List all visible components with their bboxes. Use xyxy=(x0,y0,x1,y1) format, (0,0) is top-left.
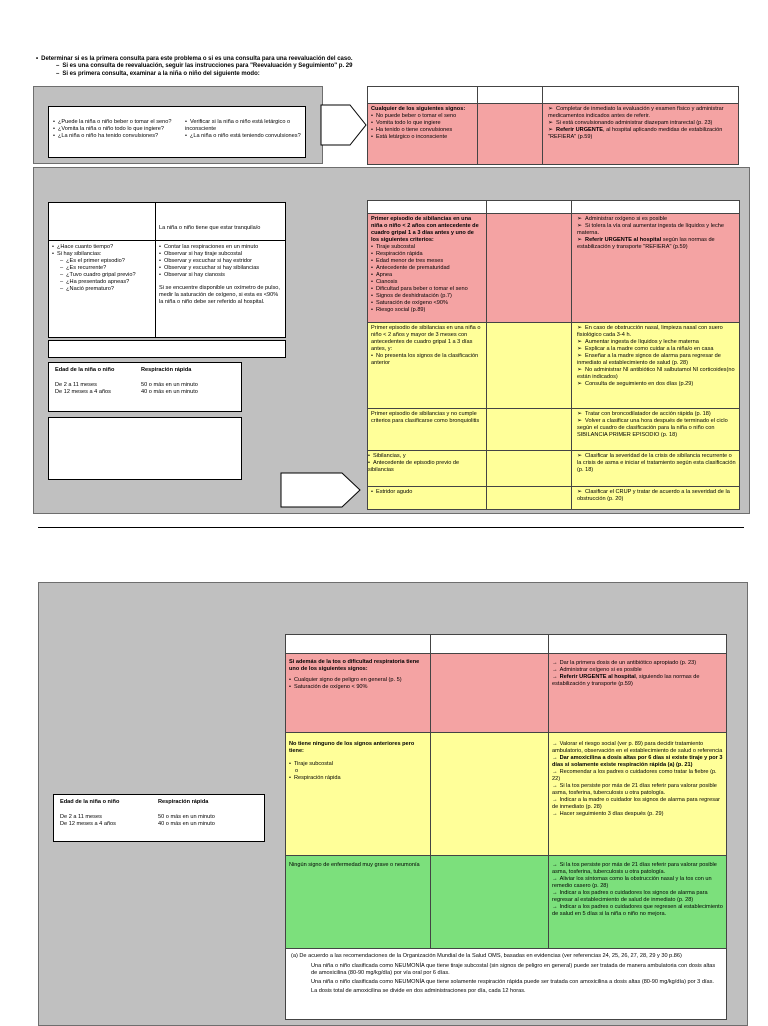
s3-rate-resp: 40 o más en un minuto xyxy=(158,821,215,827)
s3-rate-age: De 2 a 11 meses xyxy=(60,814,102,820)
s2-yellow1-treat-item: ➢ Enseñar a la madre signos de alarma para regresar de inmediato al establecimiento de salud (p. 28) xyxy=(577,353,736,367)
s2-yellow1-treat-item: ➢ No administrar NI antibiótico NI salbutamol NI corticoides(no están indicados) xyxy=(577,367,736,381)
s3-yellow-treat-item: → Valorar el riesgo social (ver p. 89) para decidir tratamiento ambulatorio, observación en el establecimiento de salud o referencia xyxy=(552,741,723,755)
s2-check-item: • Observar y escuchar si hay sibilancias xyxy=(159,265,282,272)
s3-green-treat-item: → Indicar a los padres o cuidadores que regresen al establecimiento de salud en 5 días si la niña o niño no mejora. xyxy=(552,904,723,918)
s3-yellow-sign-item: • Respiración rápida xyxy=(289,775,427,782)
s2-red-signs xyxy=(367,213,487,323)
intro-block xyxy=(36,56,736,78)
s3-yellow-treat-item: → Indicar a la madre o cuidador los signos de alarma para regresar de inmediato (p. 28) xyxy=(552,797,723,811)
s2-red-sign-item: • Tiraje subcostal xyxy=(371,244,483,251)
s2-stridor-item: • Estridor agudo xyxy=(371,489,483,496)
s2-red-sign-item: • Saturación de oxígeno <90% xyxy=(371,300,483,307)
s2-rate-row xyxy=(55,389,235,396)
intro-main: • Determinar si es la primera consulta para este problema o si es una consulta para una reevaluación del caso. xyxy=(36,56,736,63)
s2-questions xyxy=(52,244,152,293)
s3-yellow-class xyxy=(430,732,549,856)
s2-checks xyxy=(159,244,282,279)
page-divider xyxy=(38,527,744,528)
s2-check-item: • Observar y escuchar si hay estridor xyxy=(159,258,282,265)
s2-yellow3-treat: ➢ Clasificar la severidad de la crisis de sibilancia recurrente o la crisis de asma e iniciar el tratamiento según esta clasificación (p. 18) xyxy=(577,453,737,474)
s2-yellow2-treat-item: ➢ Tratar con broncodilatador de acción rápida (p. 18) xyxy=(577,411,737,418)
s2-oximeter-note: Si se encuentre disponible un oxímetro de pulso, medir la saturación de oxígeno, si esta es <90% la niña o niño debe ser referido al hospital. xyxy=(159,285,280,305)
s2-empty-bar xyxy=(48,340,286,358)
s2-check-item: • Observar si hay tiraje subcostal xyxy=(159,251,282,258)
s1-sign-item: • Ha tenido o tiene convulsiones xyxy=(371,127,474,134)
s2-yellow3-sign-item: • Sibilancias, y xyxy=(368,453,483,460)
s2-stridor-treat xyxy=(571,486,740,510)
s3-yellow-treat xyxy=(548,732,727,856)
s2-subquestion-item: – ¿Nació prematuro? xyxy=(52,286,152,293)
s3-yellow-sign-item: • Tiraje subcostal xyxy=(289,761,427,768)
s2-red-sign-item: • Cianosis xyxy=(371,279,483,286)
s3-rate-row xyxy=(60,814,258,821)
s1-red-treat xyxy=(542,103,739,165)
s2-rate-age: De 2 a 11 meses xyxy=(55,382,97,388)
s2-rate-header-age: Edad de la niña o niño xyxy=(55,367,115,373)
s3-footnote xyxy=(285,948,727,1020)
s3-yellow-sign-title: No tiene ninguno de los signos anteriores pero tiene: xyxy=(289,741,415,754)
s3-rate-table xyxy=(53,794,265,842)
intro-sub2: – Si es primera consulta, examinar a la niña o niño del siguiente modo: xyxy=(36,71,736,78)
s2-rate-age: De 12 meses a 4 años xyxy=(55,389,111,395)
s3-red-treat-item: → Administrar oxígeno si es posible xyxy=(552,667,723,674)
s2-empty-box xyxy=(48,417,242,480)
s3-footnote-item: Una niña o niño clasificada como NEUMONÍA que tiene tiraje subcostal (sin signos de peligro en general) puede ser tratada de manera ambulatoria con dosis altas de amoxicilina (80-90 mg/kg/día) por vía oral por 6 días. xyxy=(311,963,716,976)
s3-red-treat-item: → Dar la primera dosis de un antibiótico apropiado (p. 23) xyxy=(552,660,723,667)
s2-subquestion-item: – ¿Es recurrente? xyxy=(52,265,152,272)
s1-header-treat xyxy=(542,86,739,104)
s2-yellow-block xyxy=(367,322,487,487)
s2-red-sign-item: • Edad menor de tres meses xyxy=(371,258,483,265)
s2-red-treat-item: ➢ Administrar oxígeno si es posible xyxy=(577,216,736,223)
s1-header-class xyxy=(477,86,543,104)
s2-subquestion-item: – ¿Es el primer episodio? xyxy=(52,258,152,265)
s2-rate-resp: 40 o más en un minuto xyxy=(141,389,198,395)
s3-green-sign: Ningún signo de enfermedad muy grave o neumonía xyxy=(289,862,420,868)
s2-yellow3-sign-item: • Antecedente de episodio previo de sibilancias xyxy=(368,460,483,474)
s2-red-sign-intro: Primer episodio de sibilancias en una niña o niño < 2 años con antecedente de cuadro gripal 1 a 3 días antes y uno de los siguientes criterios: xyxy=(371,216,479,243)
s1-header-signs xyxy=(367,86,478,104)
s2-rate-header-resp: Respiración rápida xyxy=(141,367,192,373)
s2-red-class xyxy=(486,213,572,323)
s3-yellow-treat-item: → Dar amoxicilina a dosis altas por 6 días si existe tiraje y por 3 días si solamente existe respiración rápida (a) (p. 21) xyxy=(552,755,723,769)
s2-yellow1-sub: • No presenta los signos de la clasificación anterior xyxy=(371,353,483,367)
s2-red-sign-item: • Apnea xyxy=(371,272,483,279)
s2-red-treat-ref-bold: Referir URGENTE al hospital xyxy=(585,237,662,243)
s2-check-item: • Observar si hay cianosis xyxy=(159,272,282,279)
s1-red-signs xyxy=(367,103,478,165)
s3-yellow-treat-item: → Hacer seguimiento 3 días después (p. 29) xyxy=(552,811,723,818)
s3-rate-row xyxy=(60,821,258,828)
section1-questions xyxy=(53,119,181,140)
s2-subquestion-item: – ¿Ha presentado apneas? xyxy=(52,279,152,286)
s2-yellow-divider xyxy=(367,408,740,409)
s2-check-item: • Contar las respiraciones en un minuto xyxy=(159,244,282,251)
s2-stridor-treat-item: ➢ Clasificar el CRUP y tratar de acuerdo a la severidad de la obstrucción (p. 20) xyxy=(577,489,736,503)
check-item: • ¿La niña o niño está teniendo convulsiones? xyxy=(185,133,303,140)
s3-header-signs xyxy=(285,634,431,654)
s1-sign-item: • No puede beber o tomar el seno xyxy=(371,113,474,120)
s1-sign-item: • Vomita todo lo que ingiere xyxy=(371,120,474,127)
s3-red-class xyxy=(430,653,549,733)
s3-yellow-signs xyxy=(285,732,431,856)
s2-yellow1-treat-item: ➢ Explicar a la madre como cuidar a la niña/o en casa xyxy=(577,346,736,353)
s3-green-treat-item: → Indicar a los padres o cuidadores los signos de alarma para regresar al establecimiento de salud de inmediato (p. 28) xyxy=(552,890,723,904)
s3-rate-resp: 50 o más en un minuto xyxy=(158,814,215,820)
s3-yellow-treat-item: → Si la tos persiste por más de 21 días referir para valorar posible asma, tosferina, tuberculosis u otra patología. xyxy=(552,783,723,797)
s2-header-treat xyxy=(571,200,740,214)
s2-calm-note: La niña o niño tiene que estar tranquila/o xyxy=(155,203,286,241)
s3-footnote-item: La dosis total de amoxicilina se divide en dos administraciones por día, cada 12 horas. xyxy=(311,988,526,994)
s2-question-item: • ¿Hace cuanto tiempo? xyxy=(52,244,152,251)
section2-question-box xyxy=(48,202,286,338)
s2-rate-resp: 50 o más en un minuto xyxy=(141,382,198,388)
s2-red-sign-item: • Signos de deshidratación (p.7) xyxy=(371,293,483,300)
s3-green-treat-item: → Aliviar los síntomas como la obstrucción nasal y la tos con un remedio casero (p. 28) xyxy=(552,876,723,890)
s3-red-signs xyxy=(285,653,431,733)
s3-green-signs xyxy=(285,855,431,949)
s2-yellow2-sign: Primer episodio de sibilancias y no cumple criterios para clasificarse como bronquiolitis xyxy=(371,411,480,424)
s3-header-class xyxy=(430,634,549,654)
check-item: • Verificar si la niña o niño está letárgico o inconsciente xyxy=(185,119,303,133)
s2-rate-row xyxy=(55,382,235,389)
s2-header-class xyxy=(486,200,572,214)
s3-green-treat xyxy=(548,855,727,949)
s2-yellow-class xyxy=(486,322,572,487)
s3-footnote-item: Una niña o niño clasificada como NEUMONÍA que tiene solamente respiración rápida puede ser tratada con amoxicilina a dosis altas (80-90 mg/kg/día) por 3 días. xyxy=(311,979,714,985)
s2-yellow1-sign: Primer episodio de sibilancias en una niña o niño < 2 años y mayor de 3 meses con antecedentes de cuadro gripal 1 a 3 días antes, y: xyxy=(371,325,481,352)
s3-red-treat-ref-rest: , siguiendo las normas de estabilización y transporte (p.59) xyxy=(552,674,700,687)
s3-red-treat-ref xyxy=(552,674,723,688)
s1-treat-item: ➢ Completar de inmediato la evaluación y examen físico y administrar medicamentos indicados antes de referir. xyxy=(548,106,735,120)
s2-yellow1-treat-item: ➢ Consulta de seguimiento en dos días (p.29) xyxy=(577,381,736,388)
s3-yellow-sign-or: o xyxy=(295,768,299,774)
s2-red-sign-item: • Dificultad para beber o tomar el seno xyxy=(371,286,483,293)
s2-red-sign-item: • Riesgo social (p.89) xyxy=(371,307,483,314)
intro-sub1: – Si es una consulta de reevaluación, seguir las instrucciones para "Reevaluación y Seguimiento" p. 29 xyxy=(36,63,736,70)
question-item: • ¿Vomita la niña o niño todo lo que ingiere? xyxy=(53,126,181,133)
s2-red-treat xyxy=(571,213,740,323)
s2-stridor-class xyxy=(486,486,572,510)
s2-yellow-divider xyxy=(367,450,740,451)
s2-yellow2-treat-item: ➢ Volver a clasificar una hora después de terminado el ciclo según el cuadro de clasificación para la niña o niño con SIBILANCIA PRIMER EPISODIO (p. 18) xyxy=(577,418,737,439)
s2-red-treat-ref xyxy=(577,237,736,251)
s3-yellow-treat-item: → Recomendar a los padres o cuidadores como tratar la fiebre (p. 22) xyxy=(552,769,723,783)
s2-red-sign-item: • Respiración rápida xyxy=(371,251,483,258)
s3-footnote-main: (a) De acuerdo a las recomendaciones de la Organización Mundial de la Salud OMS, basadas en evidencias (ver referencias 24, 25, 26, 27, 28, 29 y 30 p.86) xyxy=(291,953,682,959)
s2-red-treat-item: ➢ Si tolera la vía oral aumentar ingesta de líquidos y leche materna. xyxy=(577,223,736,237)
s2-red-sign-item: • Antecedente de prematuridad xyxy=(371,265,483,272)
s3-red-sign-item: • Saturación de oxígeno < 90% xyxy=(289,684,427,691)
question-item: • ¿La niña o niño ha tenido convulsiones? xyxy=(53,133,181,140)
s2-subquestion-item: – ¿Tuvo cuadro gripal previo? xyxy=(52,272,152,279)
s2-yellow1-treat-item: ➢ Aumentar ingesta de líquidos y leche materna xyxy=(577,339,736,346)
s1-red-class xyxy=(477,103,543,165)
s2-header-signs xyxy=(367,200,487,214)
s2-question-item: • Si hay sibilancias: xyxy=(52,251,152,258)
s3-red-sign-item: • Cualquier signo de peligro en general (p. 5) xyxy=(289,677,427,684)
question-item: • ¿Puede la niña o niño beber o tomar el seno? xyxy=(53,119,181,126)
s1-treat-item: ➢ Si está convulsionando administrar diazepam intrarectal (p. 23) xyxy=(548,120,735,127)
s3-rate-header-age: Edad de la niña o niño xyxy=(60,799,120,805)
section2-arrow xyxy=(280,472,362,508)
section1-checks xyxy=(185,119,303,140)
s1-treat-ref-bold: Referir URGENTE xyxy=(556,127,603,133)
s3-green-class xyxy=(430,855,549,949)
s1-treat-ref xyxy=(548,127,735,141)
s3-red-treat-ref-bold: Referir URGENTE al hospital xyxy=(559,674,636,680)
s2-yellow1-treat-item: ➢ En caso de obstrucción nasal, limpieza nasal con suero fisiológico cada 3-4 h. xyxy=(577,325,736,339)
section1-question-box xyxy=(48,106,306,158)
s3-green-treat-item: → Si la tos persiste por más de 21 días referir para valorar posible asma, tosferina, tuberculosis u otra patología. xyxy=(552,862,723,876)
s2-yellow-treat xyxy=(571,322,740,487)
s3-header-treat xyxy=(548,634,727,654)
s2-stridor-sign xyxy=(367,486,487,510)
s3-rate-age: De 12 meses a 4 años xyxy=(60,821,116,827)
s2-rate-table xyxy=(48,362,242,412)
s3-red-sign-title: Si además de la tos o dificultad respiratoria tiene uno de los siguientes signos: xyxy=(289,659,420,672)
s1-sign-item: • Está letárgico o inconsciente xyxy=(371,134,474,141)
s1-treat-ref-rest: , al hospital aplicando medidas de estabilización "REFIERA" (p.59) xyxy=(548,127,723,140)
section1-arrow xyxy=(320,104,368,146)
s1-signs-title: Cualquier de los siguientes signos: xyxy=(371,106,466,112)
s3-rate-header-resp: Respiración rápida xyxy=(158,799,209,805)
s2-red-treat-ref-rest: según las normas de estabilización y transporte "REFIERA" (p.59) xyxy=(577,237,715,250)
s3-red-treat xyxy=(548,653,727,733)
